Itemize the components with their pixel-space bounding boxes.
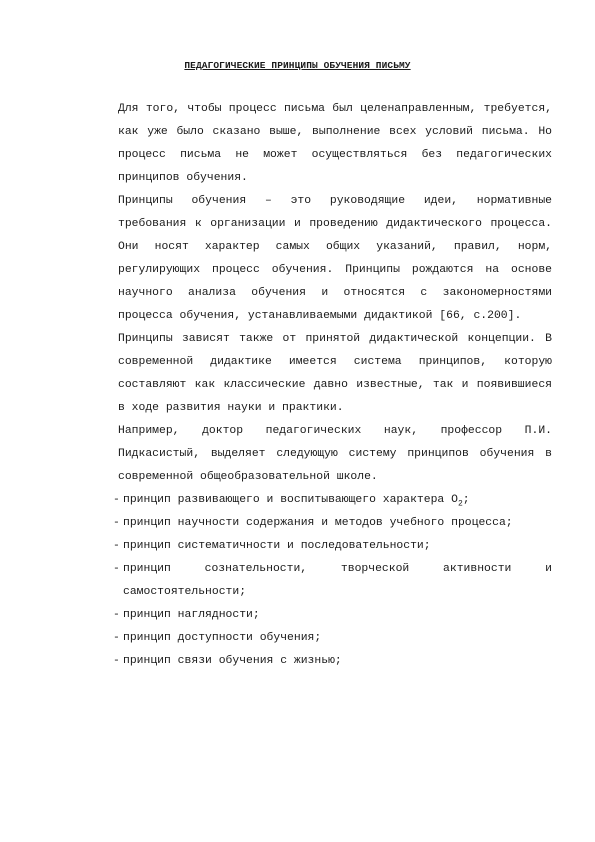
- list-item: [113, 650, 552, 673]
- list-marker: -: [113, 609, 120, 621]
- principles-list: [113, 489, 552, 673]
- paragraph-4: [118, 420, 552, 489]
- list-marker: -: [113, 494, 120, 506]
- list-item: [113, 535, 552, 558]
- list-marker: -: [113, 655, 120, 667]
- paragraph-1-text: Для того, чтобы процесс письма был целенаправленным, требуется, как уже было сказано выше, выполнение всех условий письма. Но процесс письма не может осуществляться без педагогических принципов обучения.: [118, 103, 552, 184]
- list-marker: -: [113, 563, 120, 575]
- document-body: [113, 98, 552, 673]
- paragraph-2-text: Принципы обучения – это руководящие идеи, нормативные требования к организации и проведению дидактического процесса. Они носят характер самых общих указаний, правил, норм, регулирующих процесс обучения. Принципы рождаются на основе научного анализа обучения и относятся с закономерностями процесса обучения, устанавливаемыми дидактикой [66, с.200].: [118, 195, 552, 322]
- paragraph-4-text: Например, доктор педагогических наук, профессор П.И. Пидкасистый, выделяет следующую систему принципов обучения в современной общеобразовательной школе.: [118, 425, 552, 483]
- paragraph-3: [118, 328, 552, 420]
- list-item: [113, 627, 552, 650]
- list-item-tail: ;: [462, 494, 470, 506]
- list-item-text: принцип развивающего и воспитывающего характера О: [123, 494, 458, 506]
- list-item: [113, 558, 552, 604]
- list-item-text: принцип научности содержания и методов учебного процесса;: [123, 517, 513, 529]
- list-item: [113, 512, 552, 535]
- list-marker: -: [113, 517, 120, 529]
- list-item-text: принцип связи обучения с жизнью;: [123, 655, 342, 667]
- list-item: [113, 489, 552, 512]
- paragraph-1: [118, 98, 552, 190]
- paragraph-2: [118, 190, 552, 328]
- page-title: ПЕДАГОГИЧЕСКИЕ ПРИНЦИПЫ ОБУЧЕНИЯ ПИСЬМУ: [184, 60, 411, 71]
- paragraph-3-text: Принципы зависят также от принятой дидактической концепции. В современной дидактике имеется система принципов, которую составляют как классические давно известные, так и появившиеся в ходе развития науки и практики.: [118, 333, 552, 414]
- list-item-text: принцип сознательности, творческой активности и самостоятельности;: [123, 563, 552, 598]
- list-item: [113, 604, 552, 627]
- list-item-text: принцип систематичности и последовательности;: [123, 540, 431, 552]
- list-marker: -: [113, 540, 120, 552]
- subscript: 2: [457, 499, 463, 509]
- list-item-text: принцип доступности обучения;: [123, 632, 322, 644]
- list-marker: -: [113, 632, 120, 644]
- list-item-text: принцип наглядности;: [123, 609, 260, 621]
